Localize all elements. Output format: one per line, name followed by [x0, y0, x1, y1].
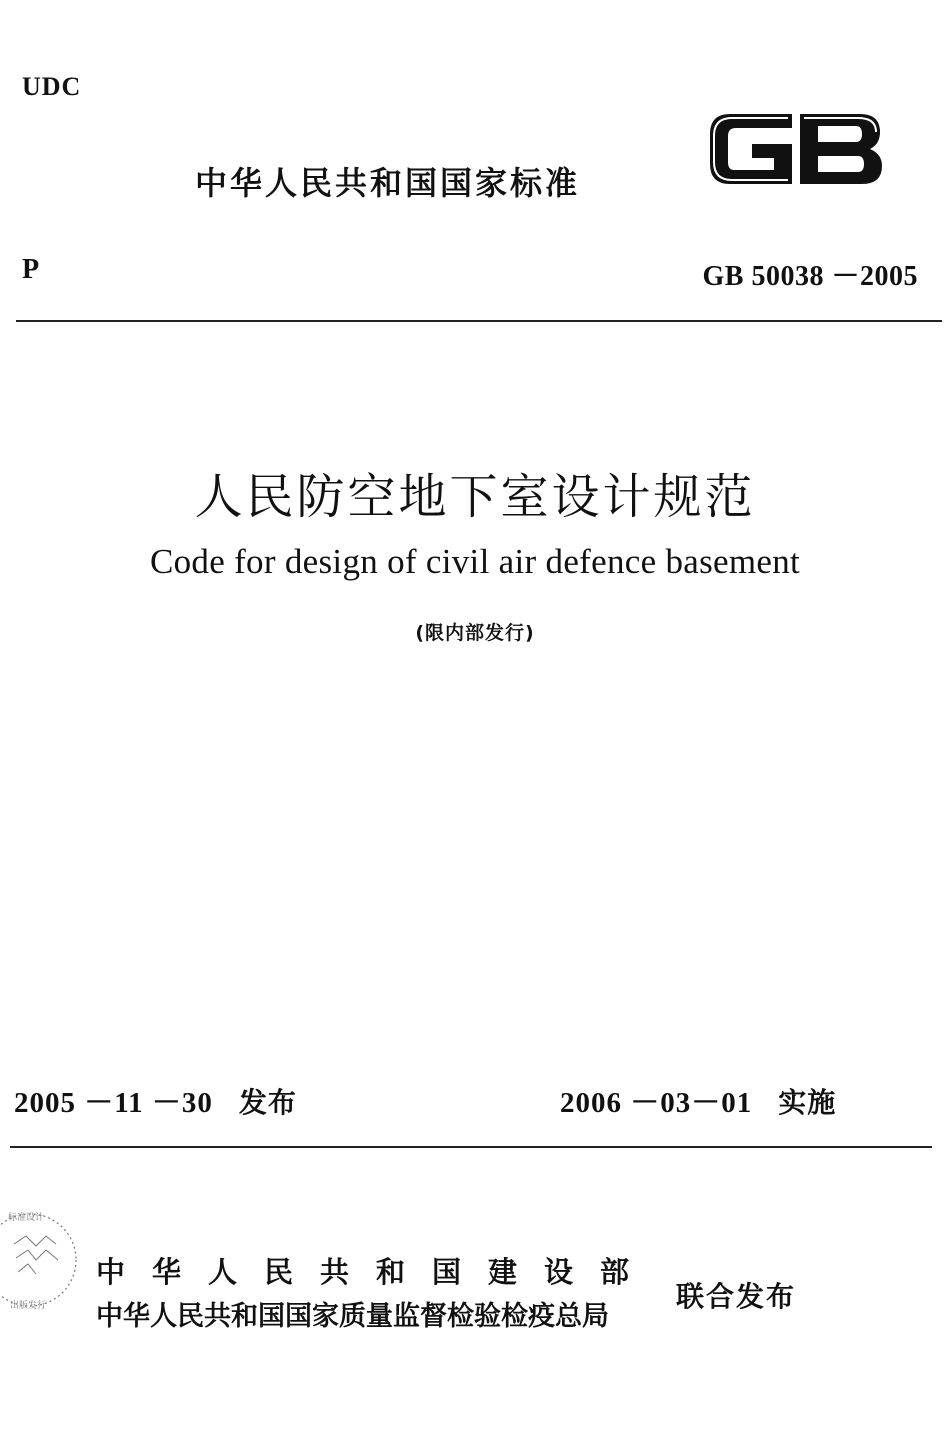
- effective-date-line: [560, 1080, 836, 1121]
- issue-label: 发布: [238, 1086, 297, 1119]
- effective-date: 2006 －03－01: [560, 1087, 753, 1119]
- issue-date: 2005 －11 －30: [14, 1087, 213, 1119]
- title-chinese: 人民防空地下室设计规范: [194, 469, 756, 525]
- classification-code: P: [22, 254, 40, 285]
- udc-label: UDC: [22, 72, 82, 101]
- standard-number: GB 50038 －2005: [702, 261, 918, 292]
- svg-text:出版发行: 出版发行: [10, 1301, 47, 1311]
- svg-text:标准设计: 标准设计: [8, 1213, 45, 1223]
- joint-issue-label: 联合发布: [676, 1280, 797, 1313]
- title-english: Code for design of civil air defence basement: [149, 542, 801, 581]
- effective-label: 实施: [778, 1086, 837, 1119]
- issuer-ministry: 中华人民共和国建设部: [96, 1255, 657, 1289]
- issue-date-line: [14, 1080, 297, 1121]
- publisher-seal-icon: [0, 1200, 88, 1320]
- national-standard-heading: 中华人民共和国国家标准: [195, 164, 581, 202]
- gb-logo: [700, 100, 890, 198]
- issuer-administration: 中华人民共和国国家质量监督检验检疫总局: [96, 1301, 609, 1332]
- header-divider: [16, 320, 942, 322]
- footer-divider: [10, 1146, 932, 1148]
- distribution-note: (限内部发行): [415, 622, 535, 644]
